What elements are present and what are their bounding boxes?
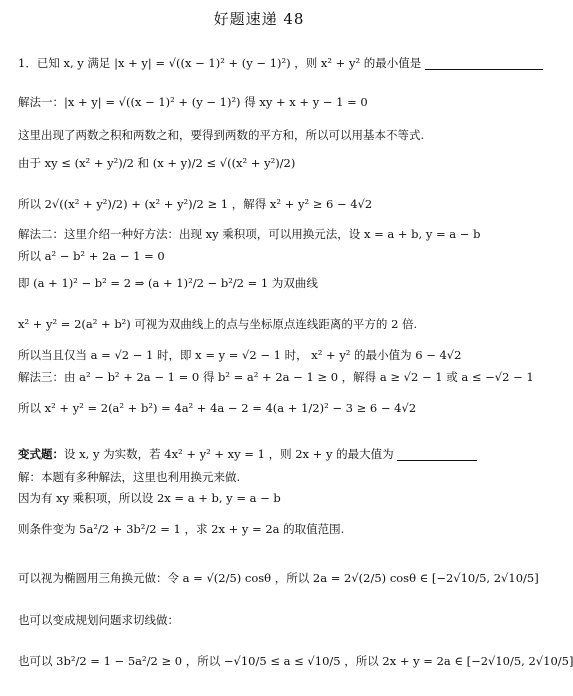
variant-line-3: 则条件变为 5a²/2 + 3b²/2 = 1 ，求 2x + y = 2a 的取值范围.	[18, 522, 345, 536]
variant-answer-blank	[397, 448, 477, 461]
problem-1-text: 1．已知 x, y 满足 |x + y| = √((x − 1)² + (y − 1)²) ，则 x² + y² 的最小值是	[18, 56, 422, 70]
method-1-line-2: 由于 xy ≤ (x² + y²)/2 和 (x + y)/2 ≤ √((x² + y²)/2)	[18, 156, 296, 170]
answer-blank	[425, 57, 543, 70]
problem-1	[18, 56, 504, 70]
method-2-line-2: 即 (a + 1)² − b² = 2 ⇒ (a + 1)²/2 − b²/2 = 1 为双曲线	[18, 276, 318, 290]
variant-text: 设 x, y 为实数，若 4x² + y² + xy = 1 ，则 2x + y 的最大值为	[64, 447, 394, 461]
method-2-head: 解法二：这里介绍一种好方法：出现 xy 乘积项，可以用换元法，设 x = a + b, y = a − b	[18, 227, 481, 241]
method-1-line-3: 所以 2√((x² + y²)/2) + (x² + y²)/2 ≥ 1 ，解得 x² + y² ≥ 6 − 4√2	[18, 197, 373, 211]
variant-line-1: 解：本题有多种解法，这里也利用换元来做.	[18, 470, 241, 484]
method-1-head: 解法一：|x + y| = √((x − 1)² + (y − 1)²) 得 xy + x + y − 1 = 0	[18, 95, 368, 109]
variant-line-5: 也可以变成规划问题求切线做：	[18, 613, 179, 627]
method-2-line-1: 所以 a² − b² + 2a − 1 = 0	[18, 249, 165, 263]
variant-label: 变式题：	[18, 447, 64, 461]
variant-line-2: 因为有 xy 乘积项，所以设 2x = a + b, y = a − b	[18, 491, 281, 505]
method-3-line-1: 所以 x² + y² = 2(a² + b²) = 4a² + 4a − 2 = 4(a + 1/2)² − 3 ≥ 6 − 4√2	[18, 401, 417, 415]
method-2-line-4: 所以当且仅当 a = √2 − 1 时，即 x = y = √2 − 1 时， x² + y² 的最小值为 6 − 4√2	[18, 348, 462, 362]
page-title: 好题速递 48	[213, 10, 305, 28]
variant-line-4: 可以视为椭圆用三角换元做：令 a = √(2/5) cosθ ，所以 2a = 2√(2/5) cosθ ∈ [−2√10/5, 2√10/5]	[18, 571, 539, 585]
variant-line-6: 也可以 3b²/2 = 1 − 5a²/2 ≥ 0 ，所以 −√10/5 ≤ a ≤ √10/5 ，所以 2x + y = 2a ∈ [−2√10/5, 2√10/5]	[18, 654, 573, 668]
method-2-line-3: x² + y² = 2(a² + b²) 可视为双曲线上的点与坐标原点连线距离的平方的 2 倍.	[18, 317, 418, 331]
variant-problem	[18, 447, 504, 461]
method-1-line-1: 这里出现了两数之积和两数之和，要得到两数的平方和，所以可以用基本不等式.	[18, 128, 425, 142]
method-3-head: 解法三：由 a² − b² + 2a − 1 = 0 得 b² = a² + 2a − 1 ≥ 0 ，解得 a ≥ √2 − 1 或 a ≤ −√2 − 1	[18, 370, 534, 384]
